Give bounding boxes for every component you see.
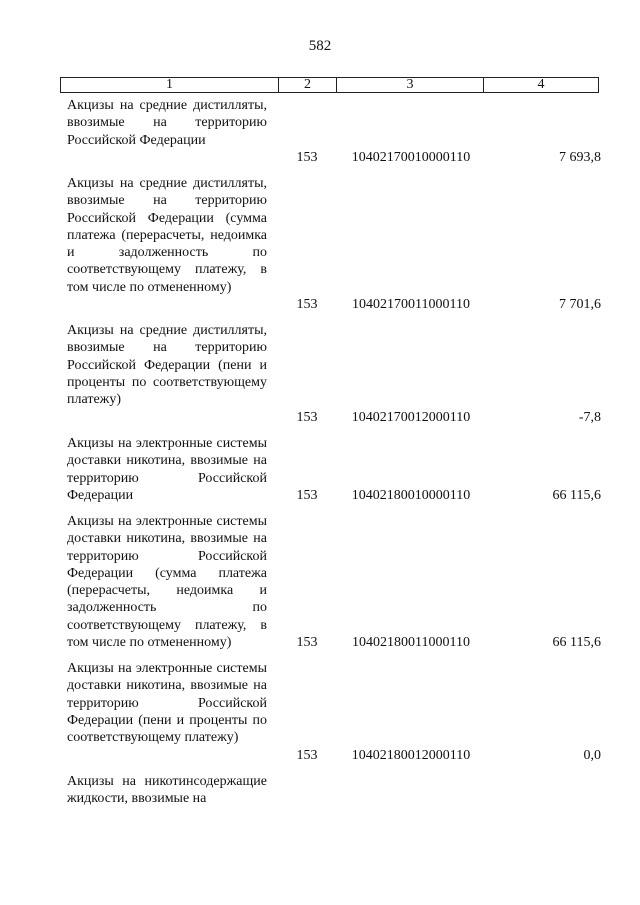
row-description: Акцизы на никотинсодержащие жидкости, ввозимые на xyxy=(67,774,267,807)
row-kbk: 10402170011000110 xyxy=(352,297,470,312)
header-col-1: 1 xyxy=(61,78,279,92)
row-kbk: 10402170012000110 xyxy=(351,410,471,425)
row-amount: 7 693,8 xyxy=(559,150,601,165)
row-amount: 66 115,6 xyxy=(552,635,601,650)
header-col-3: 3 xyxy=(337,78,484,92)
row-amount: 7 701,6 xyxy=(559,297,601,312)
header-col-4: 4 xyxy=(537,77,545,92)
row-code: 153 xyxy=(296,748,318,763)
row-description: Акцизы на средние дистилляты, ввозимые на территорию Российской Федерации (сумма платежа (перерасчеты, недоимка и задолженность по соответствующему платежу, в том числе по отмененному) xyxy=(67,176,267,295)
header-col-2: 2 xyxy=(279,78,337,92)
row-kbk: 10402170010000110 xyxy=(351,150,471,165)
row-code: 153 xyxy=(296,410,318,425)
row-description: Акцизы на средние дистилляты, ввозимые на территорию Российской Федерации (пени и проценты по соответствующему платежу) xyxy=(67,323,267,408)
row-description: Акцизы на средние дистилляты, ввозимые на территорию Российской Федерации xyxy=(67,98,267,148)
row-description: Акцизы на электронные системы доставки никотина, ввозимые на территорию Российской Федерации (сумма платежа (перерасчеты, недоимка и задолженность по соответствующему платежу, в том числе по отмененному) xyxy=(67,514,267,651)
row-amount: 0,0 xyxy=(583,748,601,763)
row-code: 153 xyxy=(296,297,318,312)
row-kbk: 10402180010000110 xyxy=(351,488,471,503)
row-amount: -7,8 xyxy=(578,410,601,425)
table-header xyxy=(60,77,599,93)
row-amount: 66 115,6 xyxy=(552,488,601,503)
row-description: Акцизы на электронные системы доставки никотина, ввозимые на территорию Российской Федерации (пени и проценты по соответствующему платежу) xyxy=(67,661,267,746)
row-code: 153 xyxy=(296,635,318,650)
page-number: 582 xyxy=(308,38,332,54)
row-code: 153 xyxy=(296,150,318,165)
row-kbk: 10402180011000110 xyxy=(352,635,470,650)
row-code: 153 xyxy=(296,488,318,503)
row-kbk: 10402180012000110 xyxy=(351,748,471,763)
row-description: Акцизы на электронные системы доставки никотина, ввозимые на территорию Российской Федерации xyxy=(67,436,267,503)
